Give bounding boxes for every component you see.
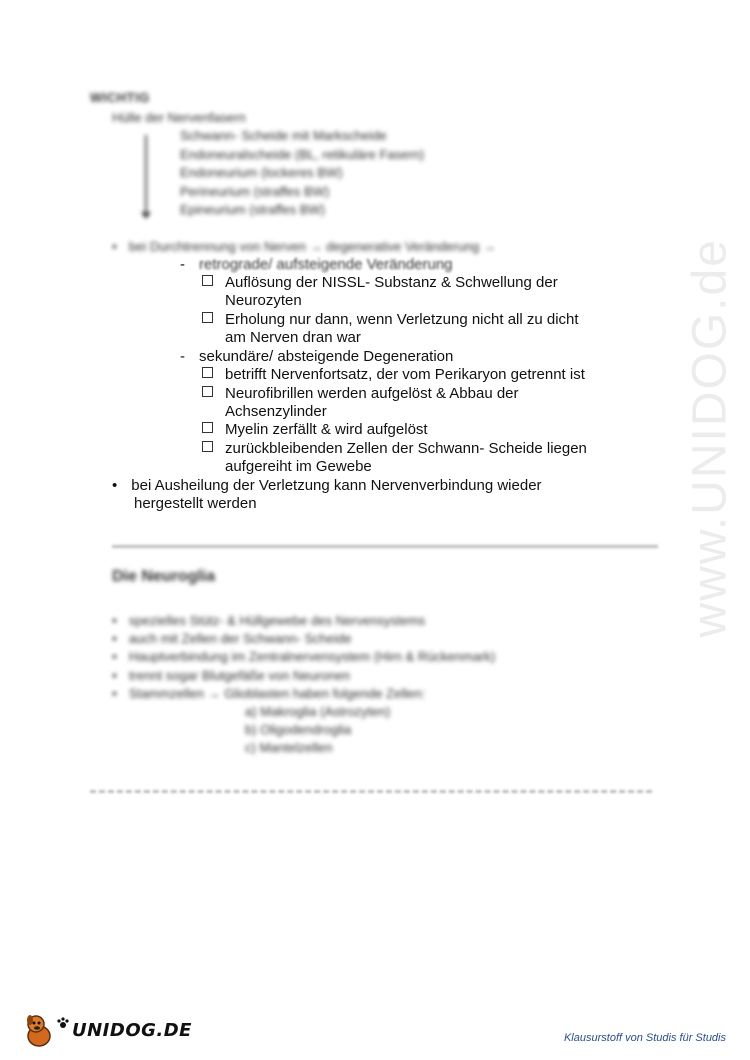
retrograde-label: - retrograde/ aufsteigende Veränderung: [180, 256, 453, 273]
layer-item: Perineurium (straffes BW): [180, 184, 330, 199]
secondary-item-cont: Achsenzylinder: [225, 403, 327, 420]
paw-icon: [56, 1016, 70, 1030]
neuroglia-bullet: • auch mit Zellen der Schwann- Scheide: [112, 630, 352, 646]
important-heading: WICHTIG: [90, 90, 150, 105]
degeneration-intro: • bei Durchtrennung von Nerven → degenerative Veränderung →: [112, 238, 497, 254]
secondary-label: - sekundäre/ absteigende Degeneration: [180, 348, 454, 365]
dog-mascot-icon: [22, 1012, 56, 1048]
neuroglia-bullet: • Stammzellen → Glioblasten haben folgende Zellen:: [112, 685, 426, 701]
dashed-divider: [90, 790, 652, 793]
neuroglia-bullet: • Hauptverbindung im Zentralnervensystem (Hirn & Rückenmark): [112, 648, 496, 664]
neuroglia-title: Die Neuroglia: [112, 568, 216, 585]
secondary-item: Myelin zerfällt & wird aufgelöst: [202, 421, 428, 438]
checkbox-icon: [202, 386, 213, 397]
retrograde-item-cont: am Nerven dran war: [225, 329, 361, 346]
checkbox-icon: [202, 275, 213, 286]
unidog-logo[interactable]: [22, 1012, 192, 1048]
secondary-item: betrifft Nervenfortsatz, der vom Perikaryon getrennt ist: [202, 366, 585, 383]
retrograde-item-cont: Neurozyten: [225, 292, 302, 309]
secondary-item-cont: aufgereiht im Gewebe: [225, 458, 372, 475]
glia-cell-item: c) Mantelzellen: [245, 740, 333, 755]
checkbox-icon: [202, 312, 213, 323]
watermark: www.UNIDOG.de: [683, 238, 737, 638]
layer-bracket-line: [145, 135, 147, 215]
logo-text: UNIDOG.DE: [72, 1019, 192, 1041]
healing-bullet: • bei Ausheilung der Verletzung kann Nervenverbindung wieder: [112, 477, 542, 494]
footer-tagline: Klausurstoff von Studis für Studis: [563, 1032, 726, 1044]
section-divider: [112, 545, 658, 548]
healing-bullet-cont: hergestellt werden: [134, 495, 257, 512]
layer-item: Epineurium (straffes BW): [180, 202, 325, 217]
checkbox-icon: [202, 367, 213, 378]
layer-item: Endoneuralscheide (BL, retikuläre Fasern): [180, 147, 425, 162]
secondary-item: zurückbleibenden Zellen der Schwann- Scheide liegen: [202, 440, 587, 457]
glia-cell-item: b) Oligodendroglia: [245, 722, 352, 737]
neuroglia-bullet: • trennt sogar Blutgefäße von Neuronen: [112, 667, 351, 683]
neuroglia-bullet: • spezielles Stütz- & Hüllgewebe des Nervensystems: [112, 612, 426, 628]
checkbox-icon: [202, 441, 213, 452]
retrograde-item: Erholung nur dann, wenn Verletzung nicht all zu dicht: [202, 311, 579, 328]
down-arrow-icon: [141, 212, 151, 219]
sheath-subheading: Hülle der Nervenfasern: [112, 110, 246, 125]
checkbox-icon: [202, 422, 213, 433]
secondary-item: Neurofibrillen werden aufgelöst & Abbau der: [202, 385, 519, 402]
layer-item: Schwann- Scheide mit Markscheide: [180, 128, 387, 143]
layer-item: Endoneurium (lockeres BW): [180, 165, 343, 180]
degeneration-intro-text: bei Durchtrennung von Nerven → degenerative Veränderung →: [128, 239, 497, 254]
retrograde-label-text: retrograde/ aufsteigende Veränderung: [199, 256, 453, 273]
glia-cell-item: a) Makroglia (Astrozyten): [245, 704, 391, 719]
retrograde-item: Auflösung der NISSL- Substanz & Schwellung der: [202, 274, 558, 291]
